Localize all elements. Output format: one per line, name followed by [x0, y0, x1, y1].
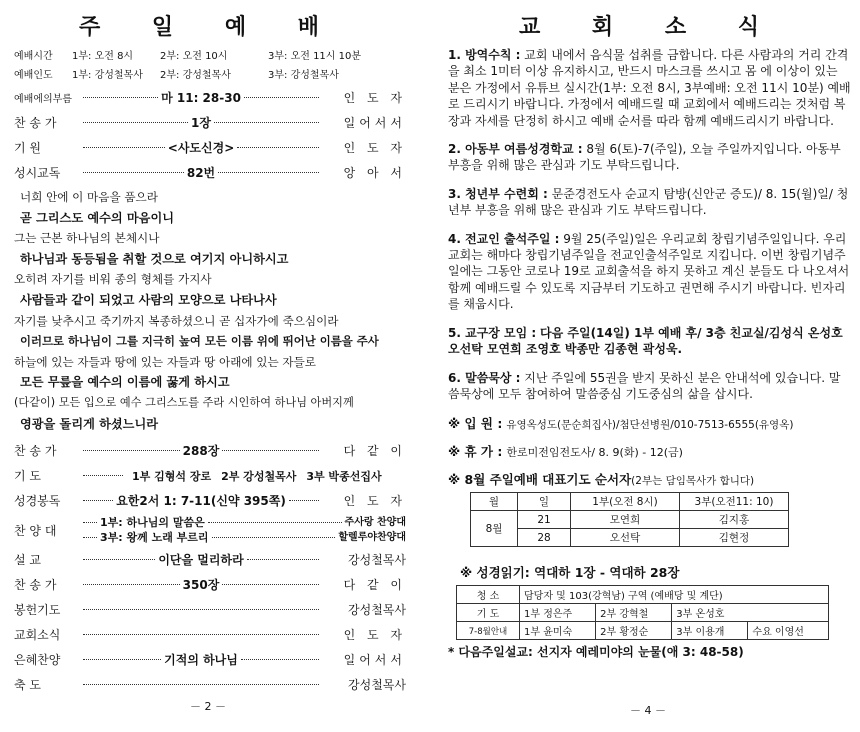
table-cell: 청 소: [457, 586, 520, 604]
table-cell: 김지홍: [680, 511, 789, 529]
news-body: 교회 내에서 음식물 섭취를 금합니다. 다른 사람과의 거리 간격을 최소 1미터 이상 유지하시고, 반드시 마스크를 쓰시고 몸 에 이상이 있는 분은 가정에서 유튜브 실시간(1부: 오전 8시, 3부예배: 오전 11시 10분) 예배로 드리시기 바랍니다. 가정에서 예배드릴 때 교회에서 예배드리는 것처럼 복장과 자세를 단정히 하시고 예배 순서를 따라 함께 예배드리시기 바랍니다.: [448, 48, 851, 128]
order-row: [14, 547, 406, 572]
vacation-body: 한로미전임전도사/ 8. 9(화) - 12(금): [506, 446, 683, 460]
order-label: 교회소식: [14, 628, 61, 643]
choir-3-team: 할렐루야찬양대: [338, 532, 406, 544]
news-head: 4. 전교인 출석주일 :: [448, 231, 560, 246]
news-body: 다음 주일(14일) 1부 예배 후/ 3층 친교실/김성식 온성호 오선탁 모연희 조영호 박종만 김종현 곽성욱.: [448, 325, 843, 357]
table-cell: 21: [518, 511, 571, 529]
prayer-table-note: (2부는 담임목사가 합니다): [631, 475, 755, 488]
prayer-3: 3부 박종선집사: [306, 469, 382, 483]
prayer-row: [14, 463, 406, 488]
order-who: 앙 아 서: [343, 166, 406, 180]
times-label: 예배시간: [14, 51, 53, 62]
table-row: [457, 604, 829, 622]
vacation-note: [448, 442, 852, 460]
table-cell: 모연희: [571, 511, 680, 529]
order-center: 82번: [186, 166, 216, 180]
worship-order-2: [14, 438, 406, 697]
order-row: [14, 438, 406, 463]
table-cell: 28: [518, 529, 571, 547]
order-row: [14, 110, 406, 135]
table-cell: 1부 정은주: [520, 604, 596, 622]
order-who: 강성철목사: [348, 678, 406, 693]
table-row: [457, 586, 829, 604]
order-label: 봉헌기도: [14, 603, 61, 618]
order-row: [14, 647, 406, 672]
order-row: [14, 160, 406, 185]
verse-line: 영광을 돌리게 하셨느니라: [20, 416, 158, 431]
bible-reading: ※ 성경읽기: 역대하 1장 - 역대하 28장: [460, 565, 680, 581]
time-1: 1부: 오전 8시: [72, 51, 134, 62]
next-sermon: * 다음주일설교: 선지자 예레미야의 눈물(애 3: 48-58): [448, 645, 744, 660]
leaders-label: 예배인도: [14, 70, 53, 81]
table-header: 1부(오전 8시): [571, 493, 680, 511]
news-body: 9월 25(주일)일은 우리교회 창립기념주일입니다. 우리교회는 해마다 창립기념주일을 전교인출석주일로 지킵니다. 이번 창립기념주일에는 그동안 코로나 19로 교회출석을 하지 못하고 계신 분들도 다 나오셔서 함께 예배드릴 수 있도록 지금부터 기도하고 권면해 주시기 바랍니다. 빈자리를 채웁시다.: [448, 231, 850, 312]
verse-line: 모든 무릎을 예수의 이름에 꿇게 하시고: [20, 375, 230, 390]
verse-line: 너희 안에 이 마음을 품으라: [20, 190, 158, 204]
order-row: [14, 672, 406, 697]
vacation-head: ※ 휴 가 :: [448, 444, 503, 460]
verse-line: 이러므로 하나님이 그를 지극히 높여 모든 이름 위에 뛰어난 이름을 주사: [20, 334, 379, 349]
prayer-table: [470, 492, 789, 547]
table-row: [471, 511, 789, 529]
order-center: 1장: [191, 116, 211, 130]
order-who: 인 도 자: [343, 141, 406, 155]
prayer-table-title: ※ 8월 주일예배 대표기도 순서자: [448, 472, 632, 488]
order-label: 기 원: [14, 141, 41, 155]
leader-3: 3부: 강성철목사: [268, 70, 339, 81]
order-label: 은혜찬양: [14, 653, 61, 668]
leader-1: 1부: 강성철목사: [72, 70, 143, 81]
choir-row: [14, 513, 406, 547]
order-label: 찬 양 대: [14, 523, 57, 538]
news-body: 지난 주일에 55권을 받지 못하신 분은 안내석에 있습니다. 말씀묵상에 모두 참여하여 말씀중심 기도중심의 삶을 삽시다.: [448, 370, 841, 401]
table-cell: 2부 황정순: [596, 622, 672, 640]
news-head: 2. 아동부 여름성경학교 :: [448, 142, 583, 157]
worship-order: [14, 85, 406, 185]
verse-line: 자기를 낮추시고 죽기까지 복종하셨으니 곧 십자가에 죽으심이라: [14, 313, 339, 328]
table-cell: 오선탁: [571, 529, 680, 547]
verse-line: 그는 근본 하나님의 본체시나: [14, 231, 160, 246]
news-item: [448, 325, 852, 358]
news-head: 5. 교구장 모임 :: [448, 325, 537, 340]
worship-title: 주 일 예 배: [79, 14, 341, 40]
choir-1: 1부: 하나님의 말씀은: [100, 516, 205, 530]
order-who: 다 같 이: [343, 578, 406, 593]
table-header: 3부(오전11: 10): [680, 493, 789, 511]
duty-table: [456, 585, 829, 640]
verse-line: 오히려 자기를 비워 종의 형체를 가지사: [14, 272, 212, 287]
table-cell: 기 도: [457, 604, 520, 622]
hospital-head: ※ 입 원 :: [448, 416, 503, 432]
order-center: <사도신경>: [167, 141, 235, 155]
order-label: 설 교: [14, 553, 41, 568]
table-cell: 김현정: [680, 529, 789, 547]
order-row: [14, 597, 406, 622]
hospital-body: 유영옥성도(문순희집사)/첨단선병원/010-7513-6555(유영옥): [506, 419, 794, 432]
order-row: [14, 622, 406, 647]
news-head: 1. 방역수칙 :: [448, 48, 521, 62]
prayer-2: 2부 강성철목사: [221, 469, 297, 483]
order-who: 강성철목사: [348, 603, 406, 618]
verse-line: 곧 그리스도 예수의 마음이니: [20, 210, 175, 225]
order-who: 일어서서: [343, 116, 406, 130]
left-page: [0, 0, 420, 732]
news-title: 교 회 소 식: [519, 14, 781, 40]
order-who: 일어서서: [343, 653, 406, 668]
choir-1-team: 주사랑 찬양대: [344, 517, 406, 529]
order-center: 기적의 하나님: [164, 653, 238, 668]
order-label: 성시교독: [14, 166, 61, 180]
order-label: 찬 송 가: [14, 116, 57, 130]
table-header: 일: [518, 493, 571, 511]
order-label: 성경봉독: [14, 494, 61, 509]
news-body: 8월 6(토)-7(주일), 오늘 주일까지입니다. 아동부 부흥을 위해 많은 관심과 기도 부탁드립니다.: [448, 142, 841, 173]
order-who: 인 도 자: [343, 494, 406, 509]
table-header: 월: [471, 493, 518, 511]
table-cell: 수요 이영선: [748, 622, 829, 640]
news-item: [448, 370, 852, 403]
table-row: [471, 529, 789, 547]
news-head: 6. 말씀묵상 :: [448, 370, 521, 385]
news-item: [448, 186, 852, 219]
table-cell: 담당자 및 103(강혁남) 구역 (예배당 및 계단): [520, 586, 829, 604]
news-item: [448, 141, 852, 174]
table-cell: 7-8월안내: [457, 622, 520, 640]
news-item: [448, 47, 852, 129]
order-label: 기 도: [14, 469, 41, 484]
order-center: 요한2서 1: 7-11(신약 395쪽): [116, 494, 286, 509]
order-who: 인 도 자: [343, 628, 406, 643]
hospital-note: [448, 414, 852, 432]
order-row: [14, 135, 406, 160]
table-row: [471, 493, 789, 511]
order-row: [14, 85, 406, 110]
prayer-table-head: [448, 470, 852, 488]
table-row: [457, 622, 829, 640]
order-who: 강성철목사: [348, 553, 406, 568]
choir-3: 3부: 왕께 노래 부르리: [100, 531, 209, 545]
order-who: 다 같 이: [343, 444, 406, 459]
order-row: [14, 572, 406, 597]
verse-line: 사람들과 같이 되었고 사람의 모양으로 나타나사: [20, 292, 277, 307]
prayer-1: 1부 김형석 장로: [132, 469, 212, 483]
time-2: 2부: 오전 10시: [160, 51, 228, 62]
order-label: 예배에의부름: [14, 94, 72, 105]
table-cell: 2부 강혁철: [596, 604, 672, 622]
table-cell: 3부 이용개: [672, 622, 748, 640]
table-cell: 3부 온성호: [672, 604, 829, 622]
page-number: － 2 －: [190, 700, 226, 713]
order-center: 마 11: 28-30: [161, 91, 241, 105]
verse-line: 하나님과 동등됨을 취할 것으로 여기지 아니하시고: [20, 251, 289, 266]
table-cell: 1부 윤미숙: [520, 622, 596, 640]
news-item: [448, 231, 852, 313]
verse-line: (다같이) 모든 입으로 예수 그리스도를 주라 시인하여 하나님 아버지께: [14, 395, 354, 409]
order-label: 찬 송 가: [14, 578, 57, 593]
right-page: [430, 0, 860, 732]
worship-leaders: [14, 66, 406, 81]
order-row: [14, 488, 406, 513]
worship-times: [14, 47, 406, 62]
leader-2: 2부: 강성철목사: [160, 70, 231, 81]
order-label: 축 도: [14, 678, 41, 693]
order-center: 288장: [182, 444, 220, 459]
news-head: 3. 청년부 수련회 :: [448, 186, 548, 201]
order-center: 350장: [182, 578, 220, 593]
table-cell: 8월: [471, 511, 518, 547]
order-center: 이단을 멀리하라: [158, 553, 244, 568]
responsive-reading: [14, 187, 406, 434]
time-3: 3부: 오전 11시 10분: [268, 51, 362, 62]
news-body: 문준경전도사 순교지 탐방(신안군 증도)/ 8. 15(월)일/ 청년부 부흥을 위해 많은 관심과 기도 부탁드립니다.: [448, 186, 849, 218]
verse-line: 하늘에 있는 자들과 땅에 있는 자들과 땅 아래에 있는 자들로: [14, 354, 316, 369]
order-who: 인 도 자: [343, 91, 406, 105]
page-number: － 4 －: [630, 704, 666, 717]
order-label: 찬 송 가: [14, 444, 57, 459]
